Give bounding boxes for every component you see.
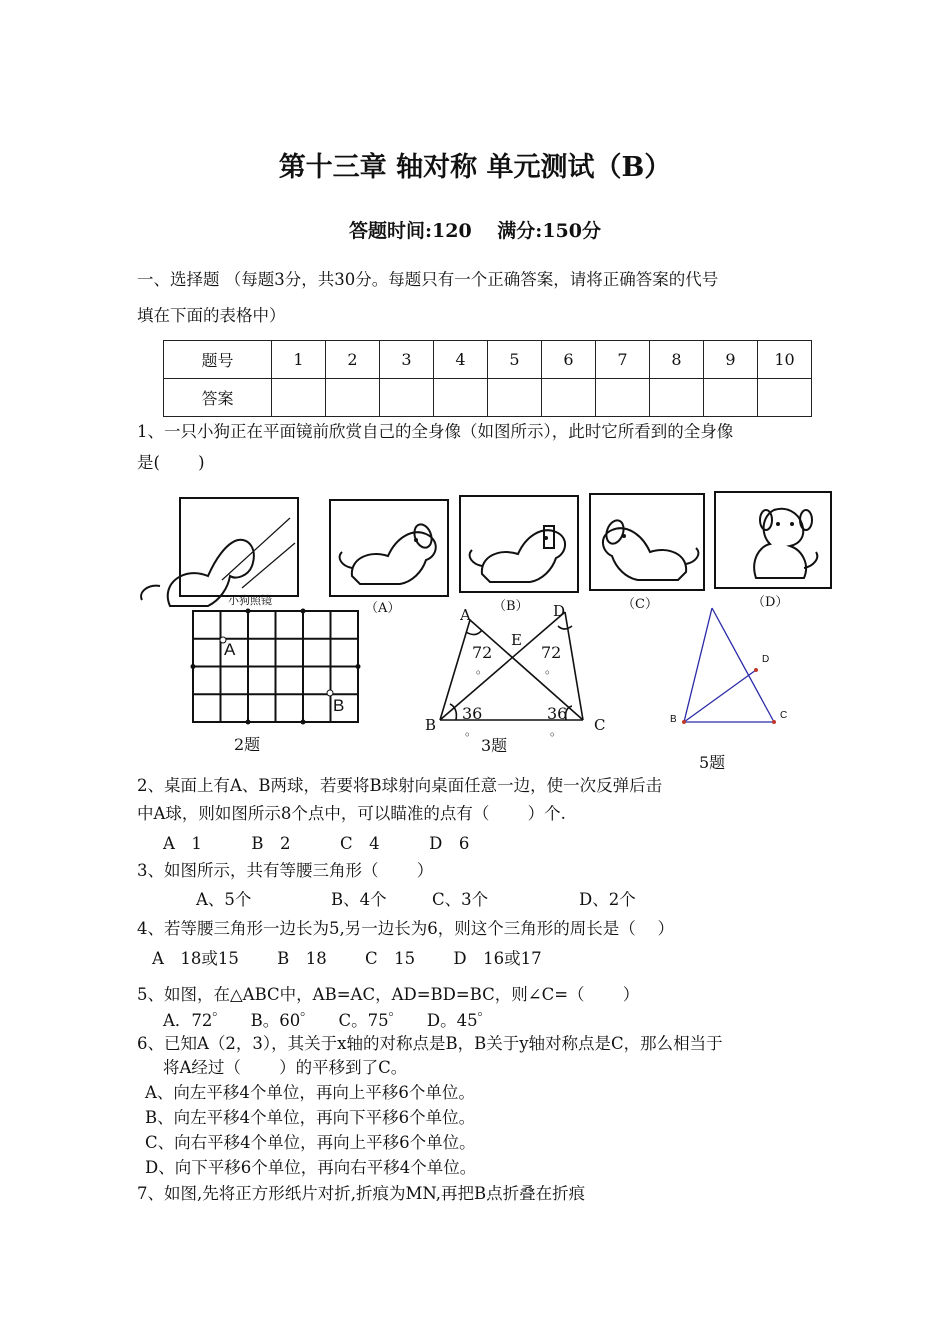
answer-cell[interactable]: [704, 379, 758, 417]
fig3-angle-a: 72: [472, 643, 493, 662]
q6-line1: 6、已知A（2，3），其关于x轴的对称点是B，B关于y轴对称点是C，那么相当于: [137, 1034, 723, 1053]
q2-options: A 1 B 2 C 4 D 6: [163, 834, 470, 853]
q3-option-c: C、3个: [432, 890, 489, 909]
answer-table-number: 7: [596, 341, 650, 379]
q6-option-c: C、向右平移4个单位，再向上平移6个单位。: [145, 1133, 476, 1152]
answer-table: [163, 340, 812, 417]
fig5-label-d: D: [762, 654, 770, 665]
answer-cell[interactable]: [596, 379, 650, 417]
option-d-label: （D）: [752, 595, 789, 610]
q3-line1: 3、如图所示，共有等腰三角形（ ）: [137, 861, 434, 880]
ball-a-label: A: [224, 640, 236, 659]
answer-table-header-label: 题号: [164, 341, 272, 379]
q4-line1: 4、若等腰三角形一边长为5,另一边长为6，则这个三角形的周长是（ ）: [137, 919, 674, 938]
answer-table-number: 5: [488, 341, 542, 379]
answer-table-number: 10: [758, 341, 812, 379]
q3-option-b: B、4个: [331, 890, 387, 909]
answer-table-number: 6: [542, 341, 596, 379]
q6-option-a: A、向左平移4个单位，再向上平移6个单位。: [145, 1083, 475, 1102]
q3-triangles-figure: [420, 608, 620, 728]
fig3-caption: 3题: [481, 736, 508, 755]
answer-cell[interactable]: [758, 379, 812, 417]
answer-cell[interactable]: [380, 379, 434, 417]
fig3-label-e: E: [511, 631, 522, 649]
fig3-angle-b: 36: [462, 704, 483, 723]
fig5-label-b: B: [670, 714, 677, 725]
fig3-angle-b-degree: 。: [465, 724, 478, 738]
q1-line2: 是( ): [137, 453, 205, 472]
option-c-label: （C）: [622, 597, 658, 612]
answer-table-number: 8: [650, 341, 704, 379]
fig3-label-a: A: [460, 606, 471, 624]
q2-line1: 2、桌面上有A、B两球，若要将B球射向桌面任意一边，使一次反弹后击: [137, 776, 663, 795]
answer-cell[interactable]: [542, 379, 596, 417]
fig3-label-b: B: [425, 716, 437, 734]
q5-options: A．72゜ B。60゜ C。75゜ D。45゜: [163, 1011, 495, 1030]
option-b-box: [460, 496, 578, 592]
q5-line1: 5、如图，在△ABC中，AB=AC，AD=BD=BC，则∠C=（ ）: [137, 985, 640, 1004]
answer-cell[interactable]: [326, 379, 380, 417]
q4-options: A 18或15 B 18 C 15 D 16或17: [152, 949, 542, 968]
option-a-box: [330, 500, 448, 596]
option-a-label: （A）: [365, 601, 401, 616]
q3-option-d: D、2个: [579, 890, 636, 909]
answer-table-number: 2: [326, 341, 380, 379]
answer-cell[interactable]: [272, 379, 326, 417]
mirror-caption: 小狗照镜: [228, 594, 272, 607]
q6-option-b: B、向左平移4个单位，再向下平移6个单位。: [145, 1108, 476, 1127]
fig3-angle-c-degree: 。: [550, 724, 563, 738]
option-c-box: [590, 494, 704, 590]
fig3-angle-a-degree: 。: [476, 662, 489, 676]
ball-b-label: B: [333, 696, 345, 715]
q7-line1: 7、如图,先将正方形纸片对折,折痕为MN,再把B点折叠在折痕: [137, 1184, 586, 1203]
answer-table-number: 4: [434, 341, 488, 379]
fig3-label-d: D: [553, 602, 566, 620]
answer-table-number: 9: [704, 341, 758, 379]
fig3-angle-d-degree: 。: [545, 662, 558, 676]
option-d-box: [715, 492, 831, 588]
answer-table-number: 3: [380, 341, 434, 379]
q3-option-a: A、5个: [196, 890, 252, 909]
answer-table-answer-label: 答案: [164, 379, 272, 417]
section1-instructions-line1: 一、选择题 （每题3分，共30分。每题只有一个正确答案，请将正确答案的代号: [137, 270, 719, 289]
fig5-caption: 5题: [699, 753, 726, 772]
answer-table-answer-row: [164, 379, 812, 417]
fig3-label-c: C: [594, 716, 606, 734]
page-title: 第十三章 轴对称 单元测试（B）: [278, 152, 672, 183]
answer-cell[interactable]: [434, 379, 488, 417]
section1-instructions-line2: 填在下面的表格中）: [137, 306, 286, 325]
q1-line1: 1、一只小狗正在平面镜前欣赏自己的全身像（如图所示），此时它所看到的全身像: [137, 422, 734, 441]
answer-table-header-row: [164, 341, 812, 379]
q6-line2: 将A经过（ ）的平移到了C。: [163, 1058, 408, 1077]
page-subtitle: 答题时间:120 满分:150分: [349, 220, 601, 242]
mirror-frame: [180, 498, 298, 596]
fig3-angle-c: 36: [547, 704, 568, 723]
fig3-angle-d: 72: [541, 643, 562, 662]
answer-cell[interactable]: [650, 379, 704, 417]
fig2-caption: 2题: [234, 735, 261, 754]
answer-table-number: 1: [272, 341, 326, 379]
q6-option-d: D、向下平移6个单位，再向右平移4个单位。: [145, 1158, 477, 1177]
q2-line2: 中A球，则如图所示8个点中，可以瞄准的点有（ ）个.: [137, 804, 566, 823]
fig5-label-c: C: [780, 710, 788, 721]
q5-triangle-figure: [670, 606, 790, 736]
answer-cell[interactable]: [488, 379, 542, 417]
option-b-label: （B）: [493, 599, 529, 614]
